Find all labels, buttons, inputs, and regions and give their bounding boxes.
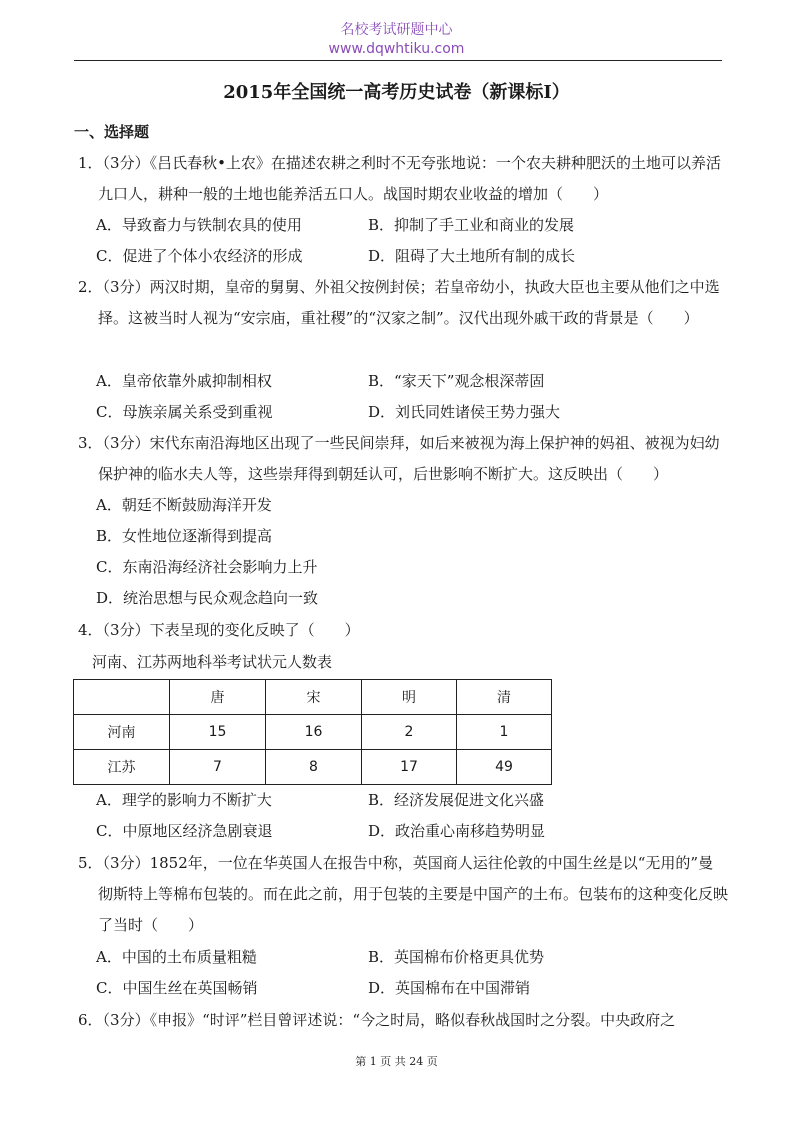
table-header-cell: 明 xyxy=(362,680,457,715)
question-6 xyxy=(78,1005,728,1036)
option-c[interactable]: C．中国生丝在英国畅销 xyxy=(96,979,258,997)
site-url[interactable]: www.dqwhtiku.com xyxy=(328,41,465,57)
option-a[interactable]: A．理学的影响力不断扩大 xyxy=(96,791,272,809)
question-4 xyxy=(78,615,728,646)
option-a[interactable]: A．朝廷不断鼓励海洋开发 xyxy=(96,496,272,514)
table-cell: 7 xyxy=(170,750,266,785)
question-stem: 4．（3分）下表呈现的变化反映了（ ） xyxy=(78,621,360,639)
table-row-label: 江苏 xyxy=(74,750,170,785)
option-b[interactable]: B．经济发展促进文化兴盛 xyxy=(368,791,545,809)
question-stem: 6．（3分）《申报》“时评”栏目曾评述说：“今之时局，略似春秋战国时之分裂。中央政府之 xyxy=(78,1011,676,1029)
table-row xyxy=(74,750,552,785)
page-title: 2015年全国统一高考历史试卷（新课标Ⅰ） xyxy=(223,82,570,103)
question-3 xyxy=(78,428,728,490)
table-cell: 2 xyxy=(362,715,457,750)
table-caption: 河南、江苏两地科举考试状元人数表 xyxy=(92,653,333,671)
question-2-options xyxy=(96,366,726,428)
option-c[interactable]: C．东南沿海经济社会影响力上升 xyxy=(96,558,318,576)
question-stem: 2．（3分）两汉时期，皇帝的舅舅、外祖父按例封侯；若皇帝幼小，执政大臣也主要从他们之中选择。这被当时人视为“安宗庙，重社稷”的“汉家之制”。汉代出现外戚干政的背景是（ ） xyxy=(78,278,720,327)
table-cell: 15 xyxy=(170,715,266,750)
site-header xyxy=(0,20,793,58)
option-b[interactable]: B．英国棉布价格更具优势 xyxy=(368,948,545,966)
site-name: 名校考试研题中心 xyxy=(340,22,453,38)
question-5-options xyxy=(96,942,726,1004)
option-a[interactable]: A．中国的土布质量粗糙 xyxy=(96,948,257,966)
option-c[interactable]: C．中原地区经济急剧衰退 xyxy=(96,822,273,840)
table-row-label: 河南 xyxy=(74,715,170,750)
table-cell: 1 xyxy=(457,715,552,750)
section-heading: 一、选择题 xyxy=(74,123,150,141)
option-d[interactable]: D．统治思想与民众观念趋向一致 xyxy=(96,589,319,607)
question-4-options xyxy=(96,785,726,847)
option-a[interactable]: A．导致畜力与铁制农具的使用 xyxy=(96,216,302,234)
option-d[interactable]: D．阻碍了大土地所有制的成长 xyxy=(368,247,576,265)
table-cell: 8 xyxy=(266,750,362,785)
table-header-cell: 清 xyxy=(457,680,552,715)
question-stem: 1．（3分）《吕氏春秋•上农》在描述农耕之利时不无夸张地说：一个农夫耕种肥沃的土地可以养活九口人，耕种一般的土地也能养活五口人。战国时期农业收益的增加（ ） xyxy=(78,154,721,203)
question-stem: 5．（3分）1852年，一位在华英国人在报告中称，英国商人运往伦敦的中国生丝是以“无用的”曼彻斯特上等棉布包装的。而在此之前，用于包装的主要是中国产的土布。包装布的这种变化反映了当时（ ） xyxy=(78,854,729,934)
header-divider xyxy=(74,60,722,61)
table-cell: 49 xyxy=(457,750,552,785)
table-header-cell: 宋 xyxy=(266,680,362,715)
question-3-options xyxy=(96,490,726,614)
question-stem: 3．（3分）宋代东南沿海地区出现了一些民间崇拜，如后来被视为海上保护神的妈祖、被视为妇幼保护神的临水夫人等，这些崇拜得到朝廷认可，后世影响不断扩大。这反映出（ ） xyxy=(78,434,720,483)
scholar-count-table xyxy=(73,679,552,785)
option-d[interactable]: D．英国棉布在中国滞销 xyxy=(368,979,531,997)
table-header-cell: 唐 xyxy=(170,680,266,715)
option-c[interactable]: C．母族亲属关系受到重视 xyxy=(96,403,273,421)
option-d[interactable]: D．政治重心南移趋势明显 xyxy=(368,822,546,840)
table-cell: 17 xyxy=(362,750,457,785)
table-header-cell xyxy=(74,680,170,715)
option-d[interactable]: D．刘氏同姓诸侯王势力强大 xyxy=(368,403,561,421)
table-cell: 16 xyxy=(266,715,362,750)
option-c[interactable]: C．促进了个体小农经济的形成 xyxy=(96,247,303,265)
table-row xyxy=(74,715,552,750)
table-header-row xyxy=(74,680,552,715)
question-1 xyxy=(78,148,728,210)
question-2 xyxy=(78,272,728,334)
option-b[interactable]: B．“家天下”观念根深蒂固 xyxy=(368,372,545,390)
option-a[interactable]: A．皇帝依靠外戚抑制相权 xyxy=(96,372,272,390)
question-1-options xyxy=(96,210,726,272)
option-b[interactable]: B．抑制了手工业和商业的发展 xyxy=(368,216,575,234)
option-b[interactable]: B．女性地位逐渐得到提高 xyxy=(96,527,273,545)
question-5 xyxy=(78,848,728,941)
page-number: 第 1 页 共 24 页 xyxy=(355,1055,438,1068)
